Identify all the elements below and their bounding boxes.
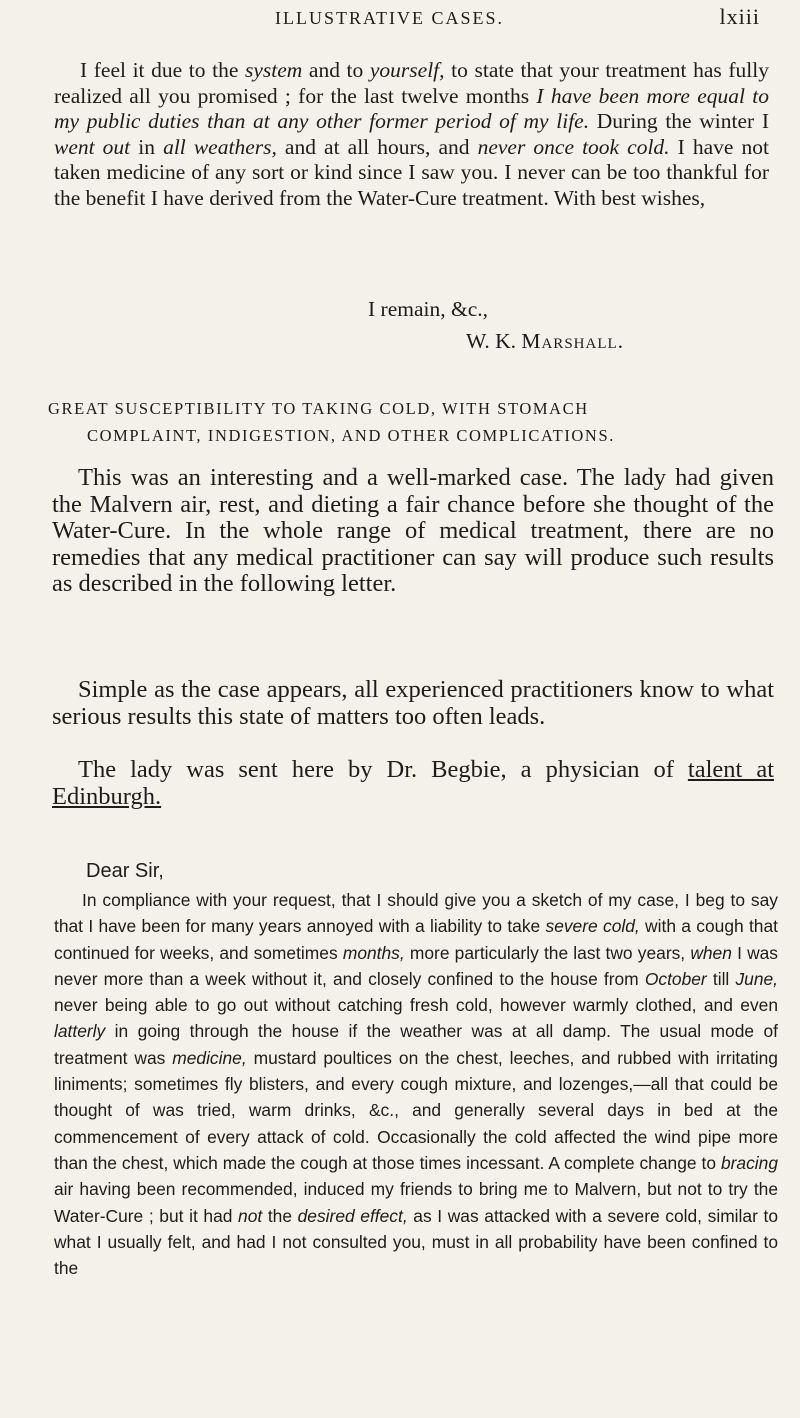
running-header: [60, 4, 760, 32]
page-number: lxiii: [719, 4, 760, 29]
emphasis: all weathers,: [163, 134, 277, 159]
signature-surname: Marshall.: [521, 329, 625, 353]
emphasis: months,: [342, 942, 405, 963]
emphasis: severe cold,: [545, 916, 640, 937]
emphasis: medicine,: [172, 1047, 247, 1068]
letter-patient-body: In compliance with your request, that I should give you a sketch of my case, I beg to say that I have been for many years annoyed with a liability to take severe cold, with a cough that continued for weeks, and sometimes months, more particularly the last two years, when I was never more than a week without it, and closely confined to the house from October till June, never being able to go out without catching fresh cold, however warmly clothed, and even latterly in going through the house if the weather was at all damp. The usual mode of treatment was medicine, mustard poultices on the chest, leeches, and rubbed with irritating liniments; sometimes fly blisters, and every cough mixture, and lozenges,—all that could be thought of was tried, warm drinks, &c., and generally several days in bed at the commencement of every attack of cold. Occasionally the cold affected the wind pipe more than the chest, which made the cough at those times incessant. A complete change to bracing air having been recommended, induced my friends to bring me to Malvern, but not to try the Water-Cure ; but it had not the desired effect, as I was attacked with a severe cold, similar to what I usually felt, and had I not consulted you, must in all probability have been confined to the: [54, 890, 779, 1279]
emphasis: never once took cold.: [477, 134, 670, 159]
paragraph-referral: The lady was sent here by Dr. Begbie, a physician of talent at Edinburgh.: [52, 756, 774, 810]
emphasis: not: [238, 1205, 263, 1226]
paragraph-simple: Simple as the case appears, all experienced practitioners know to what serious results this state of matters too often leads.: [52, 676, 774, 730]
emphasis: I have been more equal to my public duties than at any other former period of my life.: [54, 83, 769, 134]
case-heading-line-1: GREAT SUSCEPTIBILITY TO TAKING COLD, WITH STOMACH: [48, 399, 589, 418]
emphasis: went out: [54, 134, 131, 159]
emphasis: latterly: [54, 1021, 106, 1042]
signature-initials: W. K.: [466, 329, 516, 353]
emphasis: when: [690, 942, 732, 963]
letter-closing: I remain, &c.,: [368, 297, 488, 321]
emphasis: June,: [735, 968, 779, 989]
emphasis: bracing: [720, 1152, 778, 1173]
case-heading-line-2: COMPLAINT, INDIGESTION, AND OTHER COMPLICATIONS.: [87, 426, 615, 445]
emphasis: October: [644, 968, 707, 989]
letter-salutation: Dear Sir,: [86, 860, 164, 882]
letter-marshall-body: I feel it due to the system and to yourself, to state that your treatment has fully realized all you promised ; for the last twelve months I have been more equal to my public duties than at any other former period of my life. During the winter I went out in all weathers, and at all hours, and never once took cold. I have not taken medicine of any sort or kind since I saw you. I never can be too thankful for the benefit I have derived from the Water-Cure treatment. With best wishes,: [54, 58, 770, 210]
emphasis: desired effect,: [297, 1205, 408, 1226]
case-heading: [48, 395, 768, 449]
emphasis: yourself,: [369, 58, 445, 82]
emphasis: system: [244, 58, 303, 82]
running-title: ILLUSTRATIVE CASES.: [275, 8, 505, 28]
signature: [466, 329, 624, 354]
paragraph-intro: This was an interesting and a well-marked case. The lady had given the Malvern air, rest, and dieting a fair chance before she thought of the Water-Cure. In the whole range of medical treatment, there are no remedies that any medical practitioner can say will produce such results as described in the following letter.: [52, 464, 774, 597]
